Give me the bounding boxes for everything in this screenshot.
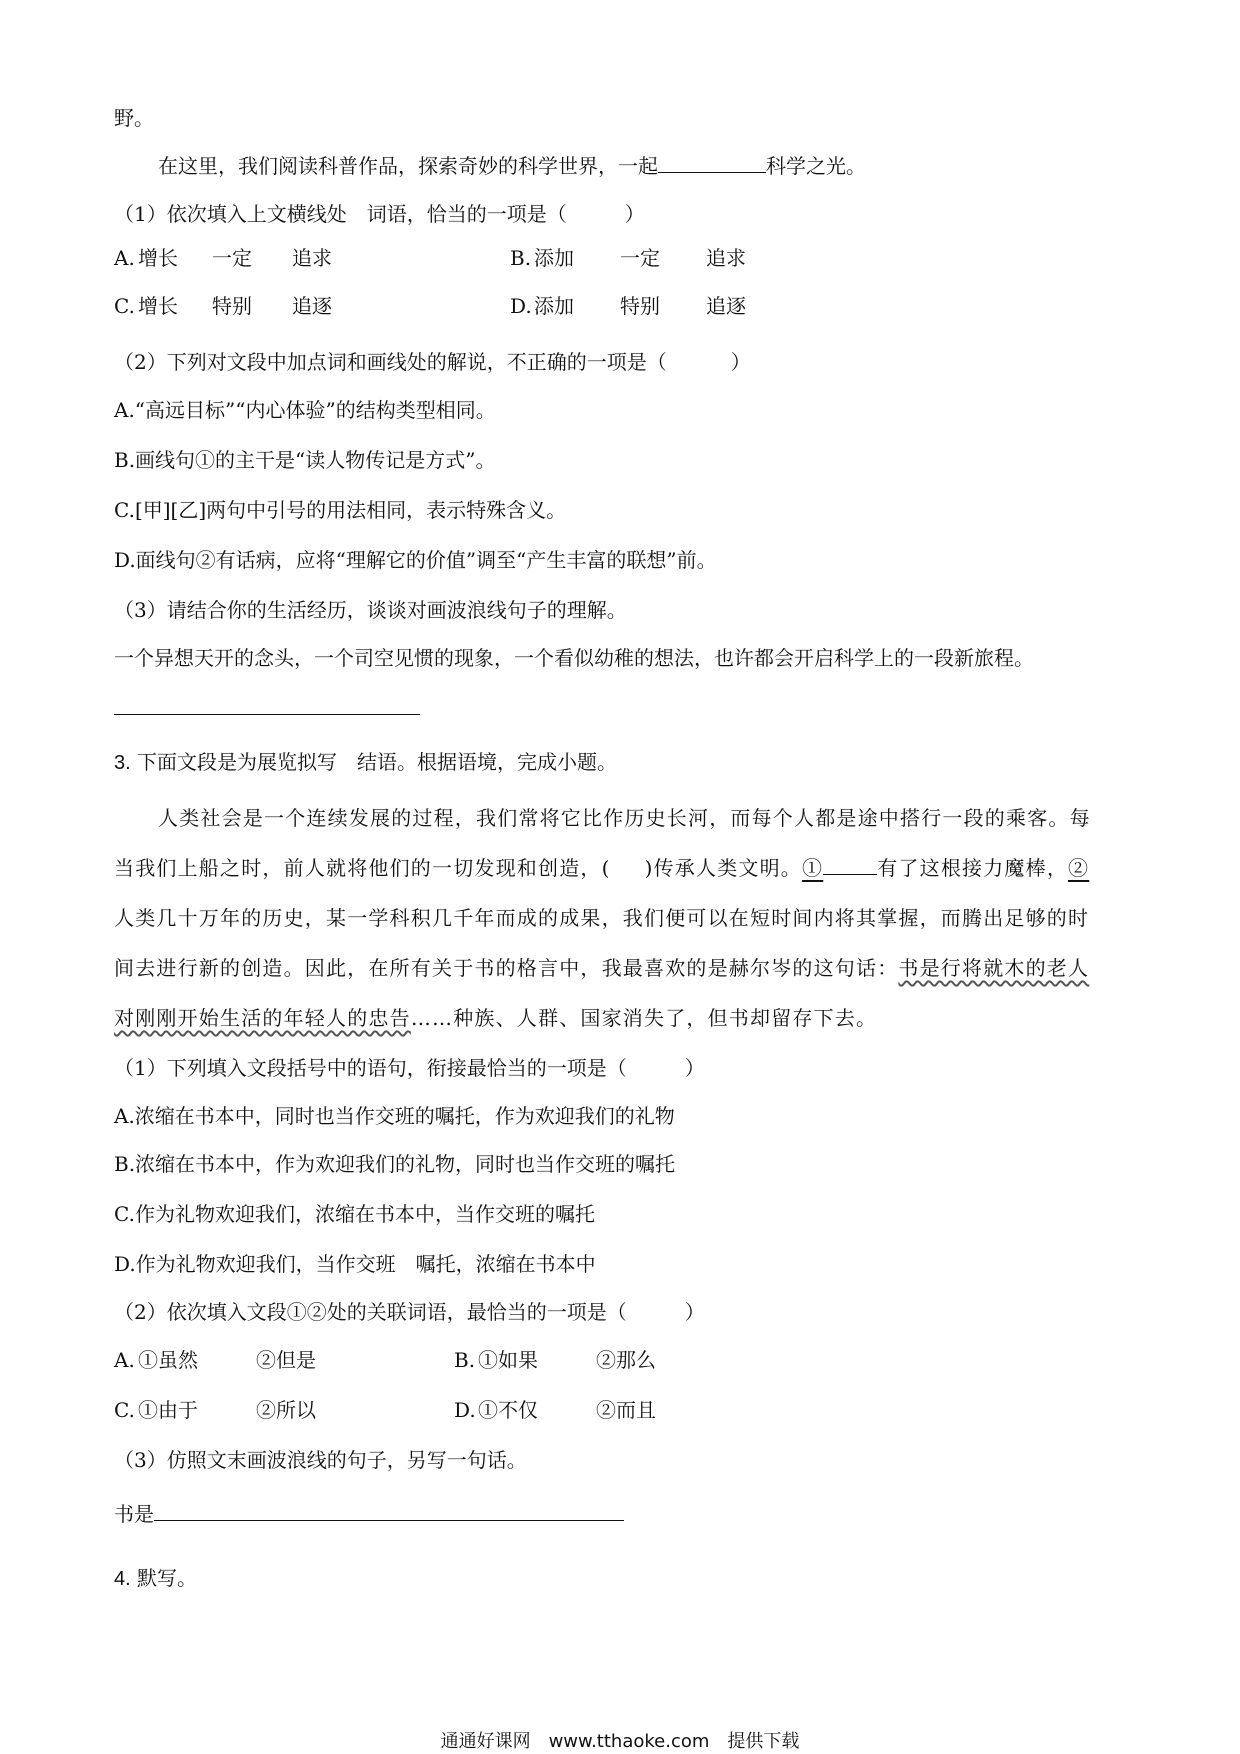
q2-sub2-option-d[interactable]: D.面线句②有话病，应将“理解它的价值”调至“产生丰富的联想”前。 [114,548,717,572]
q3-para-line-4: 间去进行新的创造。因此，在所有关于书的格言中，我最喜欢的是赫尔岑的这句话：书是行将就木的老人 [114,956,1090,980]
q2-sub2-option-a[interactable]: A.“高远目标”“内心体验”的结构类型相同。 [114,398,496,422]
q3-para-line-5: 对刚刚开始生活的年轻人的忠告……种族、人群、国家消失了，但书却留存下去。 [114,1006,878,1030]
q3-para-line-1: 人类社会是一个连续发展的过程，我们常将它比作历史长河，而每个人都是途中搭行一段的乘客。每 [158,806,1091,830]
question-title: 下面文段是为展览拟写 结语。根据语境，完成小题。 [137,750,618,774]
q3-sub2-stem: （2）依次填入文段①②处的关联词语，最恰当的一项是（ ） [114,1300,705,1324]
document-page: 野。 在这里，我们阅读科普作品，探索奇妙的科学世界，一起 科学之光。 （1）依次填入上文横线处 词语，恰当的一项是（ ） A. 增长 一定 追求 B. 添加 一定 追求 C. 增长 特别 追逐 D. 添加 特别 追逐 （2）下列对文段中加点词和画线处的解说，不正确的一项是（ ） A.“高远目标”“内心体验”的结构类型相同。 B.画线句①的主干是“读人物传记是方式”。 C.[甲][乙]两句中引号的用法相同，表示特殊含义。 D.面线句②有话病，应将“理解它的价值”调至“产生丰富的联想”前。 （3）请结合你的生活经历，谈谈对画波浪线句子的理解。 一个异想天开的念头，一个司空见惯的现象，一个看似幼稚的想法，也许都会开启科学上的一段新旅程。 3. 下面文段是为展览拟写 结语。根据语境，完成小题。 人类社会是一个连续发展的过程，我们常将它比作历史长河，而每个人都是途中搭行一段的乘客。每 当我们上船之时，前人就将他们的一切发现和创造，( )传承人类文明。① 有了这根接力魔棒，② 人类几十万年的历史，某一学科积几千年而成的成果，我们便可以在短时间内将其掌握，而腾出足够的时 间去进行新的创造。因此，在所有关于书的格言中，我最喜欢的是赫尔岑的这句话：书是行将就木的老人 对刚刚开始生活的年轻人的忠告……种族、人群、国家消失了，但书却留存下去。 （1）下列填入文段括号中的语句，衔接最恰当的一项是（ ） A.浓缩在书本中，同时也当作交班的嘱托，作为欢迎我们的礼物 B.浓缩在书本中，作为欢迎我们的礼物，同时也当作交班的嘱托 C.作为礼物欢迎我们，浓缩在书本中，当作交班的嘱托 D.作为礼物欢迎我们，当作交班 嘱托，浓缩在书本中 （2）依次填入文段①②处的关联词语，最恰当的一项是（ ） A. ①虽然 ②但是 B. ①如果 ②那么 C. ①由于 ②所以 D. ①不仅 ②而且 （3）仿照文末画波浪线的句子，另写一句话。 书是 4. 默写。 通通好课网 www.tthaoke.com 提供下载 [0,0,1240,1754]
q3-sub1-option-b[interactable]: B.浓缩在书本中，作为欢迎我们的礼物，同时也当作交班的嘱托 [114,1152,676,1176]
question-title: 默写。 [137,1566,198,1590]
passage-end: 野。 [114,106,154,130]
q3-para-line-2: 当我们上船之时，前人就将他们的一切发现和创造，( )传承人类文明。① 有了这根接力魔棒，② [114,856,1090,880]
passage-text-end: 科学之光。 [766,154,866,178]
footer: 通通好课网 www.tthaoke.com 提供下载 [440,1731,800,1752]
q3-sub1-option-a[interactable]: A.浓缩在书本中，同时也当作交班的嘱托，作为欢迎我们的礼物 [114,1104,675,1128]
q3-title [114,748,617,777]
q3-sub1-option-c[interactable]: C.作为礼物欢迎我们，浓缩在书本中，当作交班的嘱托 [114,1202,595,1226]
fill-blank[interactable] [658,152,766,173]
q3-para-line-3: 人类几十万年的历史，某一学科积几千年而成的成果，我们便可以在短时间内将其掌握，而腾出足够的时 [114,906,1090,930]
q4-title [114,1564,197,1593]
question-number: 3. [114,752,131,774]
fill-blank-1[interactable] [823,854,877,875]
passage-text: 在这里，我们阅读科普作品，探索奇妙的科学世界，一起 [158,154,658,178]
q3-sub3-answer: 书是 [114,1500,624,1528]
q3-sub1-stem: （1）下列填入文段括号中的语句，衔接最恰当的一项是（ ） [114,1056,705,1080]
q2-sub2-option-b[interactable]: B.画线句①的主干是“读人物传记是方式”。 [114,448,496,472]
passage-last-line [158,152,866,180]
q2-sub3-stem: （3）请结合你的生活经历，谈谈对画波浪线句子的理解。 [114,598,627,622]
q2-sub2-stem: （2）下列对文段中加点词和画线处的解说，不正确的一项是（ ） [114,350,751,374]
q3-sub1-option-d[interactable]: D.作为礼物欢迎我们，当作交班 嘱托，浓缩在书本中 [114,1252,596,1276]
q3-sub3-stem: （3）仿照文末画波浪线的句子，另写一句话。 [114,1448,527,1472]
question-number: 4. [114,1568,131,1590]
wavy-sentence-end: 对刚刚开始生活的年轻人的忠告 [114,1006,411,1030]
q2-sub3-sentence: 一个异想天开的念头，一个司空见惯的现象，一个看似幼稚的想法，也许都会开启科学上的一段新旅程。 [114,646,1034,670]
answer-line[interactable] [114,714,420,715]
q2-sub1-stem: （1）依次填入上文横线处 词语，恰当的一项是（ ） [114,202,645,226]
q2-sub2-option-c[interactable]: C.[甲][乙]两句中引号的用法相同，表示特殊含义。 [114,498,567,522]
blank-2-marker: ② [1068,856,1090,880]
wavy-sentence-start: 书是行将就木的老人 [898,956,1090,980]
blank-1-marker: ① [802,856,824,880]
answer-line[interactable] [154,1500,624,1521]
